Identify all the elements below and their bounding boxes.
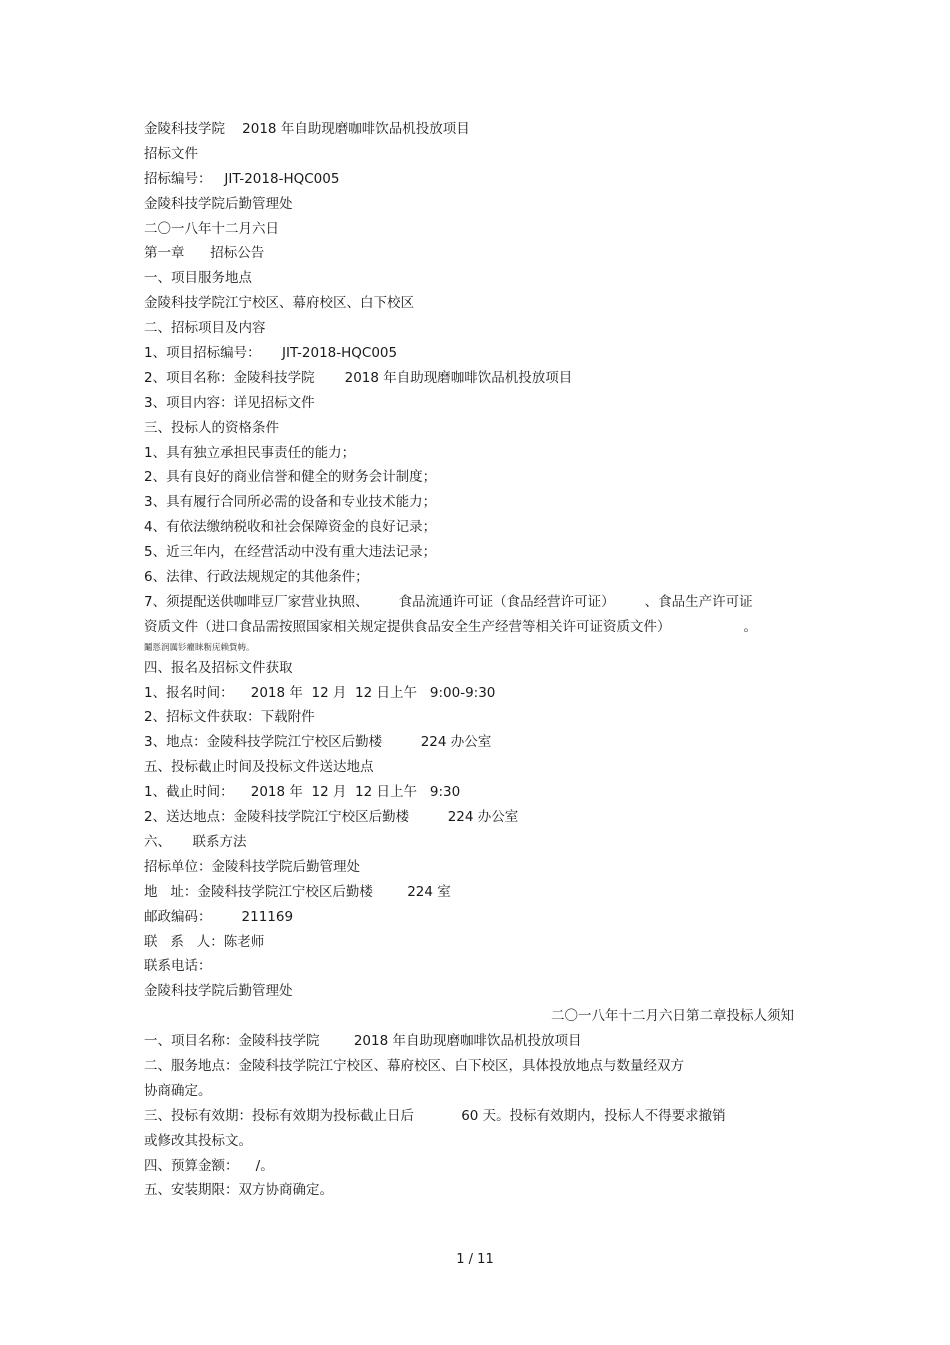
section-heading-3: 三、投标人的资格条件 (144, 419, 279, 436)
text-line: 邮政编码： 211169 (144, 908, 294, 925)
section-heading-4: 四、报名及招标文件获取 (144, 659, 293, 676)
text-line: 1、报名时间： 2018 年 12 月 12 日上午 9:00-9:30 (144, 684, 496, 701)
text-line: 1、具有独立承担民事责任的能力； (144, 444, 356, 461)
text-line: 四、预算金额： /。 (144, 1157, 274, 1174)
text-line: 4、有依法缴纳税收和社会保障资金的良好记录； (144, 519, 437, 536)
text-line: 3、地点：金陵科技学院江宁校区后勤楼 224 办公室 (144, 734, 492, 751)
text-line: 2、送达地点：金陵科技学院江宁校区后勤楼 224 办公室 (144, 809, 519, 826)
text-line: 3、具有履行合同所必需的设备和专业技术能力； (144, 494, 437, 511)
text-line: 2、项目名称：金陵科技学院 2018 年自助现磨咖啡饮品机投放项目 (144, 369, 573, 386)
text-line: 一、项目名称：金陵科技学院 2018 年自助现磨咖啡饮品机投放项目 (144, 1033, 582, 1050)
text-line: 三、投标有效期：投标有效期为投标截止日后 60 天。投标有效期内，投标人不得要求撤销 (144, 1107, 726, 1124)
page-number: 1 / 11 (456, 1252, 494, 1267)
text-line: 或修改其投标文。 (144, 1132, 252, 1149)
text-line: 1、截止时间： 2018 年 12 月 12 日上午 9:30 (144, 784, 461, 801)
text-line: 金陵科技学院江宁校区、幕府校区、白下校区 (144, 295, 414, 312)
chapter-heading-2: 二〇一八年十二月六日第二章投标人须知 (551, 1008, 794, 1025)
text-line: 2、招标文件获取：下载附件 (144, 709, 315, 726)
section-heading-2: 二、招标项目及内容 (144, 320, 266, 337)
chapter-heading-1: 第一章 招标公告 (144, 245, 265, 262)
section-heading-6: 六、 联系方法 (144, 833, 247, 850)
garbled-text-line: 鬮悘润厲钐癯睐粝庑赖貲帱。 (144, 642, 255, 653)
text-line-issuer: 金陵科技学院后勤管理处 (144, 195, 293, 212)
text-line: 5、近三年内，在经营活动中没有重大违法记录； (144, 544, 437, 561)
text-line: 金陵科技学院后勤管理处 (144, 983, 293, 1000)
text-line-doc-type: 招标文件 (144, 145, 198, 162)
text-line: 3、项目内容：详见招标文件 (144, 394, 315, 411)
text-line-title: 金陵科技学院 2018 年自助现磨咖啡饮品机投放项目 (144, 121, 470, 137)
document-body (144, 117, 824, 1203)
section-heading-1: 一、项目服务地点 (144, 270, 252, 287)
text-line: 2、具有良好的商业信誉和健全的财务会计制度； (144, 469, 437, 486)
text-line: 协商确定。 (144, 1082, 212, 1099)
text-line: 招标单位：金陵科技学院后勤管理处 (144, 858, 360, 875)
section-heading-5: 五、投标截止时间及投标文件送达地点 (144, 759, 374, 776)
text-line-tender-number: 招标编号： JIT-2018-HQC005 (144, 170, 340, 187)
text-line: 地 址：金陵科技学院江宁校区后勤楼 224 室 (144, 883, 451, 900)
text-line: 6、法律、行政法规规定的其他条件； (144, 569, 369, 586)
text-line: 资质文件（进口食品需按照国家相关规定提供食品安全生产经营等相关许可证资质文件） 。 (144, 618, 757, 635)
text-line: 联系电话： (144, 958, 212, 975)
text-line: 1、项目招标编号： JIT-2018-HQC005 (144, 345, 398, 362)
text-line: 7、须提配送供咖啡豆厂家营业执照、 食品流通许可证（食品经营许可证） 、食品生产许可证 (144, 593, 753, 610)
text-line: 五、安装期限：双方协商确定。 (144, 1182, 333, 1199)
text-line-date: 二〇一八年十二月六日 (144, 220, 279, 237)
text-line: 二、服务地点：金陵科技学院江宁校区、幕府校区、白下校区，具体投放地点与数量经双方 (144, 1057, 684, 1074)
text-line: 联 系 人：陈老师 (144, 933, 265, 950)
